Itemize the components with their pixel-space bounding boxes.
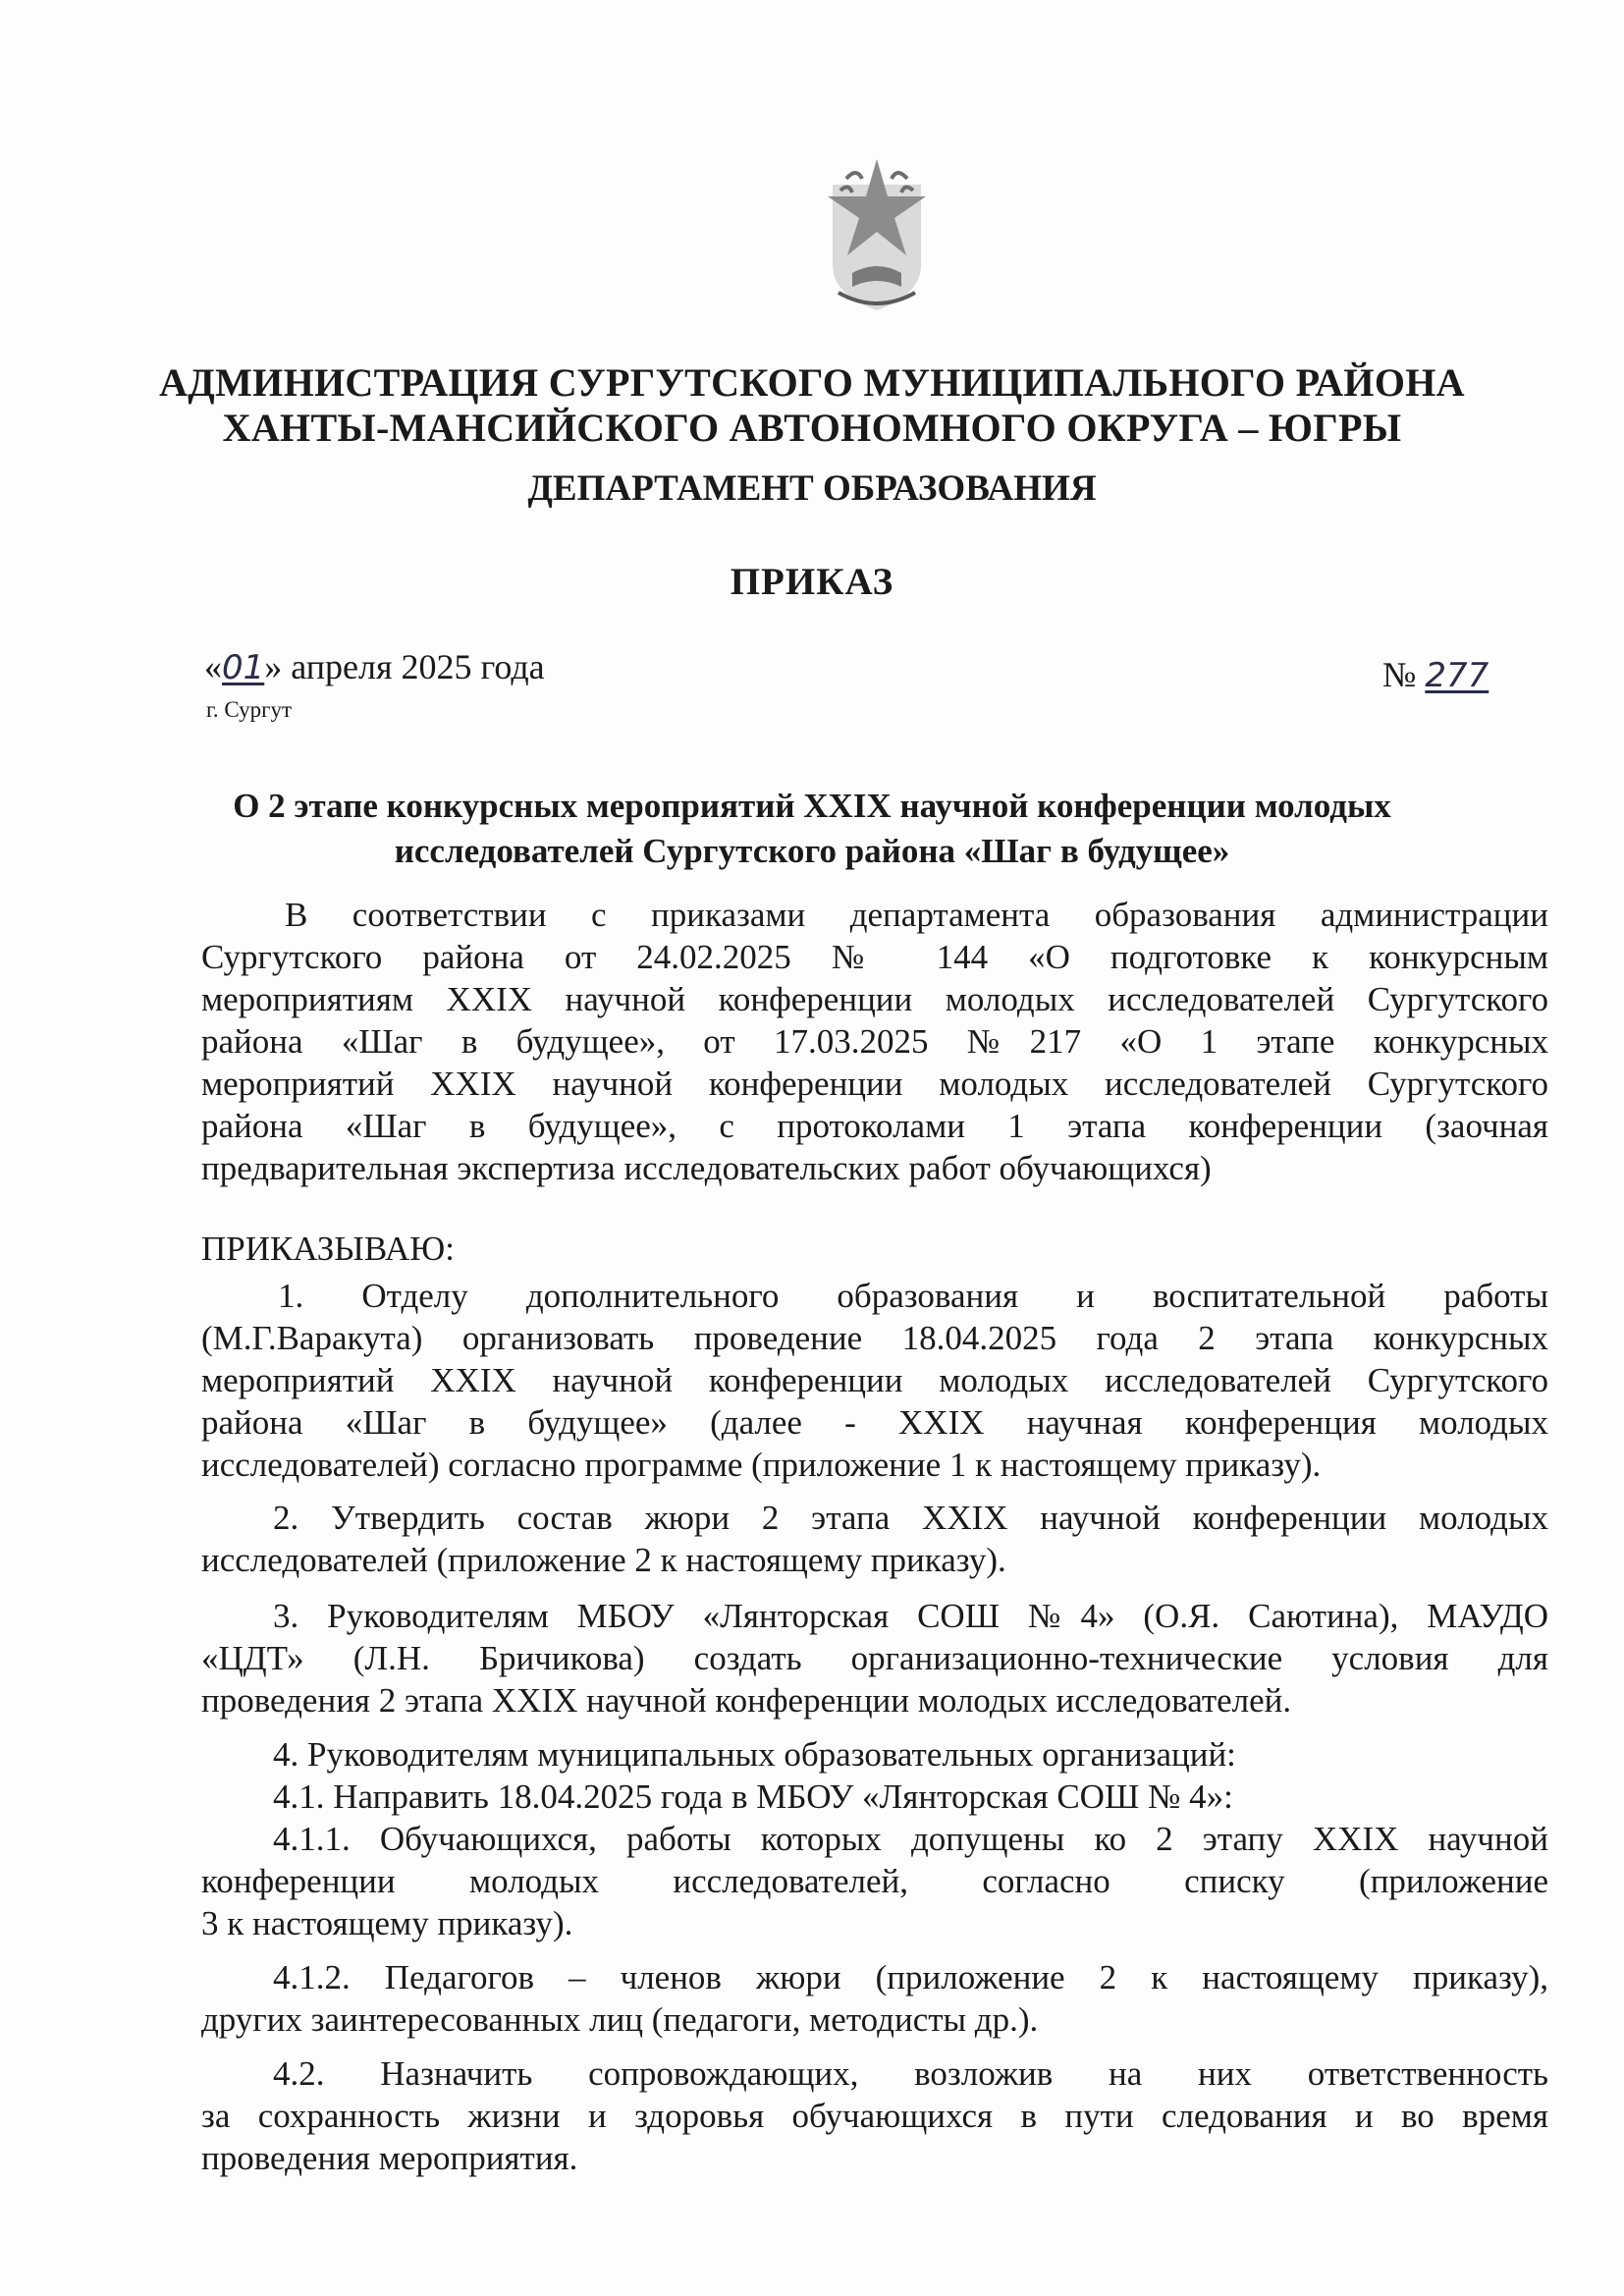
order-item-line: конференции молодых исследователей, согласно списку (приложение [201, 1862, 1548, 1900]
order-item-line: (М.Г.Варакута) организовать проведение 18.04.2025 года 2 этапа конкурсных [201, 1319, 1548, 1357]
order-number-handwritten: 277 [1425, 656, 1489, 695]
order-word: ПРИКАЗЫВАЮ: [201, 1230, 455, 1268]
order-item-line: 4. Руководителям муниципальных образовательных организаций: [273, 1735, 1236, 1774]
order-item-line: 3. Руководителям МБОУ «Лянторская СОШ №4» (О.Я. Саютина), МАУДО [273, 1597, 1548, 1635]
preamble-line: предварительная экспертиза исследовательских работ обучающихся) [201, 1149, 1212, 1187]
order-item-line: 4.2. Назначить сопровождающих, возложив на них ответственность [273, 2054, 1548, 2093]
order-item-line: исследователей (приложение 2 к настоящему приказу). [201, 1541, 1006, 1579]
number-sign: № [1382, 655, 1417, 694]
order-item-line: 4.1.1. Обучающихся, работы которых допущены ко 2 этапу XXIX научной [273, 1820, 1548, 1858]
order-item-line: 3 к настоящему приказу). [201, 1904, 573, 1942]
order-item-line: 2. Утвердить состав жюри 2 этапа XXIX научной конференции молодых [273, 1499, 1548, 1537]
organization-name-line2: ХАНТЫ-МАНСИЙСКОГО АВТОНОМНОГО ОКРУГА – ЮГРЫ [222, 406, 1402, 450]
order-item-line: 4.1. Направить 18.04.2025 года в МБОУ «Лянторская СОШ № 4»: [273, 1777, 1233, 1816]
preamble-line: района «Шаг в будущее», с протоколами 1 этапа конференции (заочная [201, 1107, 1548, 1145]
order-item-line: «ЦДТ» (Л.Н. Бричикова) создать организационно-технические условия для [201, 1639, 1548, 1677]
order-item-line: других заинтересованных лиц (педагоги, методисты др.). [201, 2000, 1039, 2039]
order-item-line: 1. Отделу дополнительного образования и воспитательной работы [278, 1277, 1548, 1315]
order-item-line: за сохранность жизни и здоровья обучающихся в пути следования и во время [201, 2097, 1548, 2135]
preamble-line: мероприятий XXIX научной конференции молодых исследователей Сургутского [201, 1065, 1548, 1103]
order-subject-line1: О 2 этапе конкурсных мероприятий XXIX научной конференции молодых [233, 787, 1391, 825]
date-open-quote: « [204, 647, 222, 686]
date-day-handwritten: 01 [222, 648, 265, 687]
department-name: ДЕПАРТАМЕНТ ОБРАЗОВАНИЯ [527, 468, 1097, 509]
date-month-year: » апреля 2025 года [264, 647, 545, 686]
order-item-line: проведения 2 этапа XXIX научной конференции молодых исследователей. [201, 1681, 1292, 1720]
preamble-line: мероприятиям XXIX научной конференции молодых исследователей Сургутского [201, 980, 1548, 1018]
preamble-line: Сургутского района от 24.02.2025 № 144 «О подготовке к конкурсным [201, 938, 1548, 976]
coat-of-arms-emblem [823, 157, 931, 314]
order-item-line: района «Шаг в будущее» (далее - XXIX научная конференция молодых [201, 1403, 1548, 1442]
order-item-line: исследователей) согласно программе (приложение 1 к настоящему приказу). [201, 1446, 1322, 1484]
order-item-line: проведения мероприятия. [201, 2139, 578, 2177]
order-item-line: 4.1.2. Педагогов – членов жюри (приложение 2 к настоящему приказу), [273, 1958, 1548, 1996]
order-date [204, 646, 545, 687]
organization-name-line1: АДМИНИСТРАЦИЯ СУРГУТСКОГО МУНИЦИПАЛЬНОГО РАЙОНА [159, 360, 1465, 405]
order-subject-line2: исследователей Сургутского района «Шаг в будущее» [394, 832, 1230, 870]
preamble-line: В соответствии с приказами департамента образования администрации [285, 896, 1548, 934]
issue-city: г. Сургут [206, 697, 293, 722]
order-item-line: мероприятий XXIX научной конференции молодых исследователей Сургутского [201, 1361, 1548, 1399]
document-type-title: ПРИКАЗ [730, 561, 894, 603]
order-number [1382, 654, 1489, 695]
preamble-line: района «Шаг в будущее», от 17.03.2025 №217 «О 1 этапе конкурсных [201, 1022, 1548, 1061]
